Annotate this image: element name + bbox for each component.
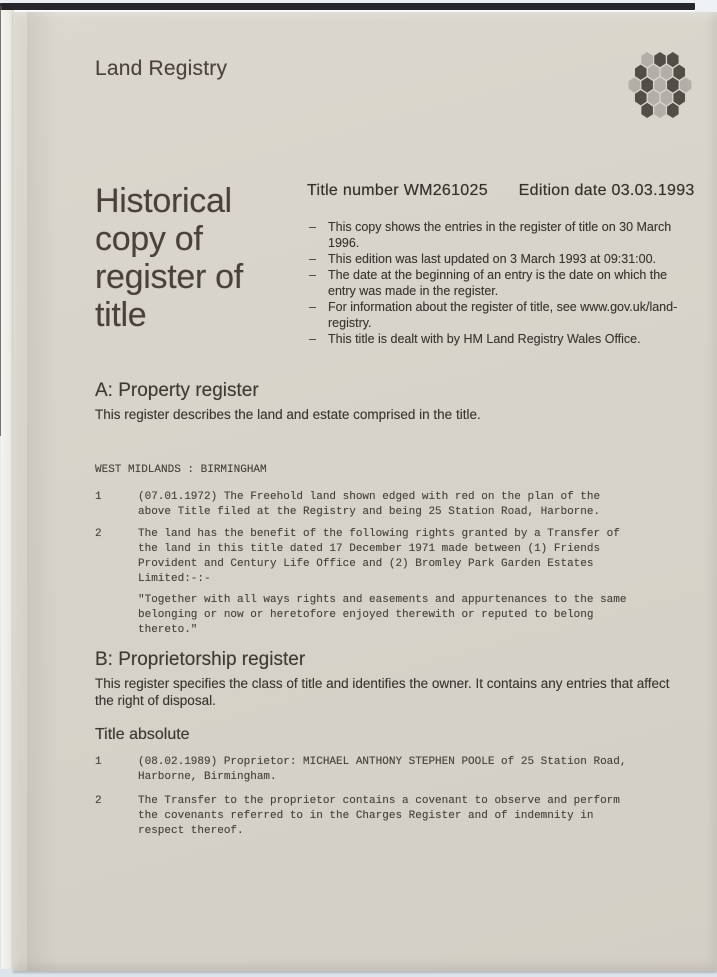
entry-number: 2 — [95, 795, 102, 807]
entry-number: 2 — [95, 528, 102, 540]
property-register-section — [95, 379, 695, 638]
entry-text — [138, 490, 636, 520]
region-line: WEST MIDLANDS : BIRMINGHAM — [95, 464, 267, 476]
title-meta-column — [307, 182, 695, 347]
note-text: This copy shows the entries in the register of title on 30 March 1996. — [328, 220, 672, 250]
title-number-value: WM261025 — [403, 182, 488, 199]
note-text: The date at the beginning of an entry is the date on which the entry was made in the register. — [328, 268, 668, 298]
proprietorship-register-section — [95, 648, 695, 839]
dash-bullet-icon: – — [309, 332, 316, 346]
edition-date-value: 03.03.1993 — [611, 182, 695, 199]
document-header — [95, 182, 695, 347]
note-item — [307, 219, 695, 251]
note-item — [307, 251, 695, 267]
entry-text — [138, 755, 636, 785]
register-entry — [95, 794, 695, 839]
entry-paragraph: The Transfer to the proprietor contains a covenant to observe and perform the covenants referred to in the Charges Register and of indemnity in respect thereof. — [138, 795, 620, 837]
dash-bullet-icon: – — [309, 220, 316, 234]
brand-wordmark: Land Registry — [95, 57, 228, 80]
note-item — [307, 299, 695, 331]
register-entry — [95, 527, 695, 638]
section-b-entries — [95, 755, 695, 839]
page-header — [95, 56, 695, 126]
section-a-entries — [95, 490, 695, 638]
section-a-description: This register describes the land and estate comprised in the title. — [95, 407, 481, 422]
class-of-title-heading: Title absolute — [95, 726, 190, 743]
register-entry — [95, 490, 695, 520]
land-registry-logo — [627, 50, 693, 125]
document-title: Historical copy of register of title — [95, 182, 243, 334]
edition-date-label: Edition date — [518, 182, 607, 199]
hexagon-logo-icon — [627, 50, 693, 120]
section-b-heading: B: Proprietorship register — [95, 649, 306, 670]
section-a-heading: A: Property register — [95, 380, 259, 401]
note-text: This edition was last updated on 3 March 1993 at 09:31:00. — [328, 252, 656, 266]
entry-paragraph: (08.02.1989) Proprietor: MICHAEL ANTHONY STEPHEN POOLE of 25 Station Road, Harborne, Birmingham. — [138, 756, 627, 783]
title-number-label: Title number — [307, 182, 399, 199]
covenant-quote: "Together with all ways rights and easements and appurtenances to the same belonging or now or heretofore enjoyed therewith or reputed to belong thereto." — [138, 594, 627, 636]
note-text: This title is dealt with by HM Land Registry Wales Office. — [328, 332, 641, 346]
entry-paragraph: (07.01.1972) The Freehold land shown edged with red on the plan of the above Title filed at the Registry and being 25 Station Road, Harborne. — [138, 491, 601, 518]
notes-list — [307, 219, 695, 347]
note-item — [307, 267, 695, 299]
entry-number: 1 — [95, 491, 102, 503]
entry-paragraph: The land has the benefit of the following rights granted by a Transfer of the land in this title dated 17 December 1971 made between (1) Friends Provident and Century Life Office and (2) Bromley Park Garden Estates Limited:-:- — [138, 528, 620, 585]
note-text: For information about the register of title, see www.gov.uk/land-registry. — [328, 300, 678, 330]
entry-text — [138, 794, 636, 839]
scan-top-edge — [0, 3, 695, 10]
scanned-register-page — [13, 12, 717, 971]
dash-bullet-icon: – — [309, 268, 316, 282]
note-item — [307, 331, 695, 347]
entry-number: 1 — [95, 756, 102, 768]
section-b-description: This register specifies the class of title and identifies the owner. It contains any entries that affect the right of disposal. — [95, 676, 670, 708]
dash-bullet-icon: – — [309, 300, 316, 314]
title-meta-row — [307, 182, 695, 200]
entry-text — [138, 527, 636, 638]
register-entry — [95, 755, 695, 785]
dash-bullet-icon: – — [309, 252, 316, 266]
